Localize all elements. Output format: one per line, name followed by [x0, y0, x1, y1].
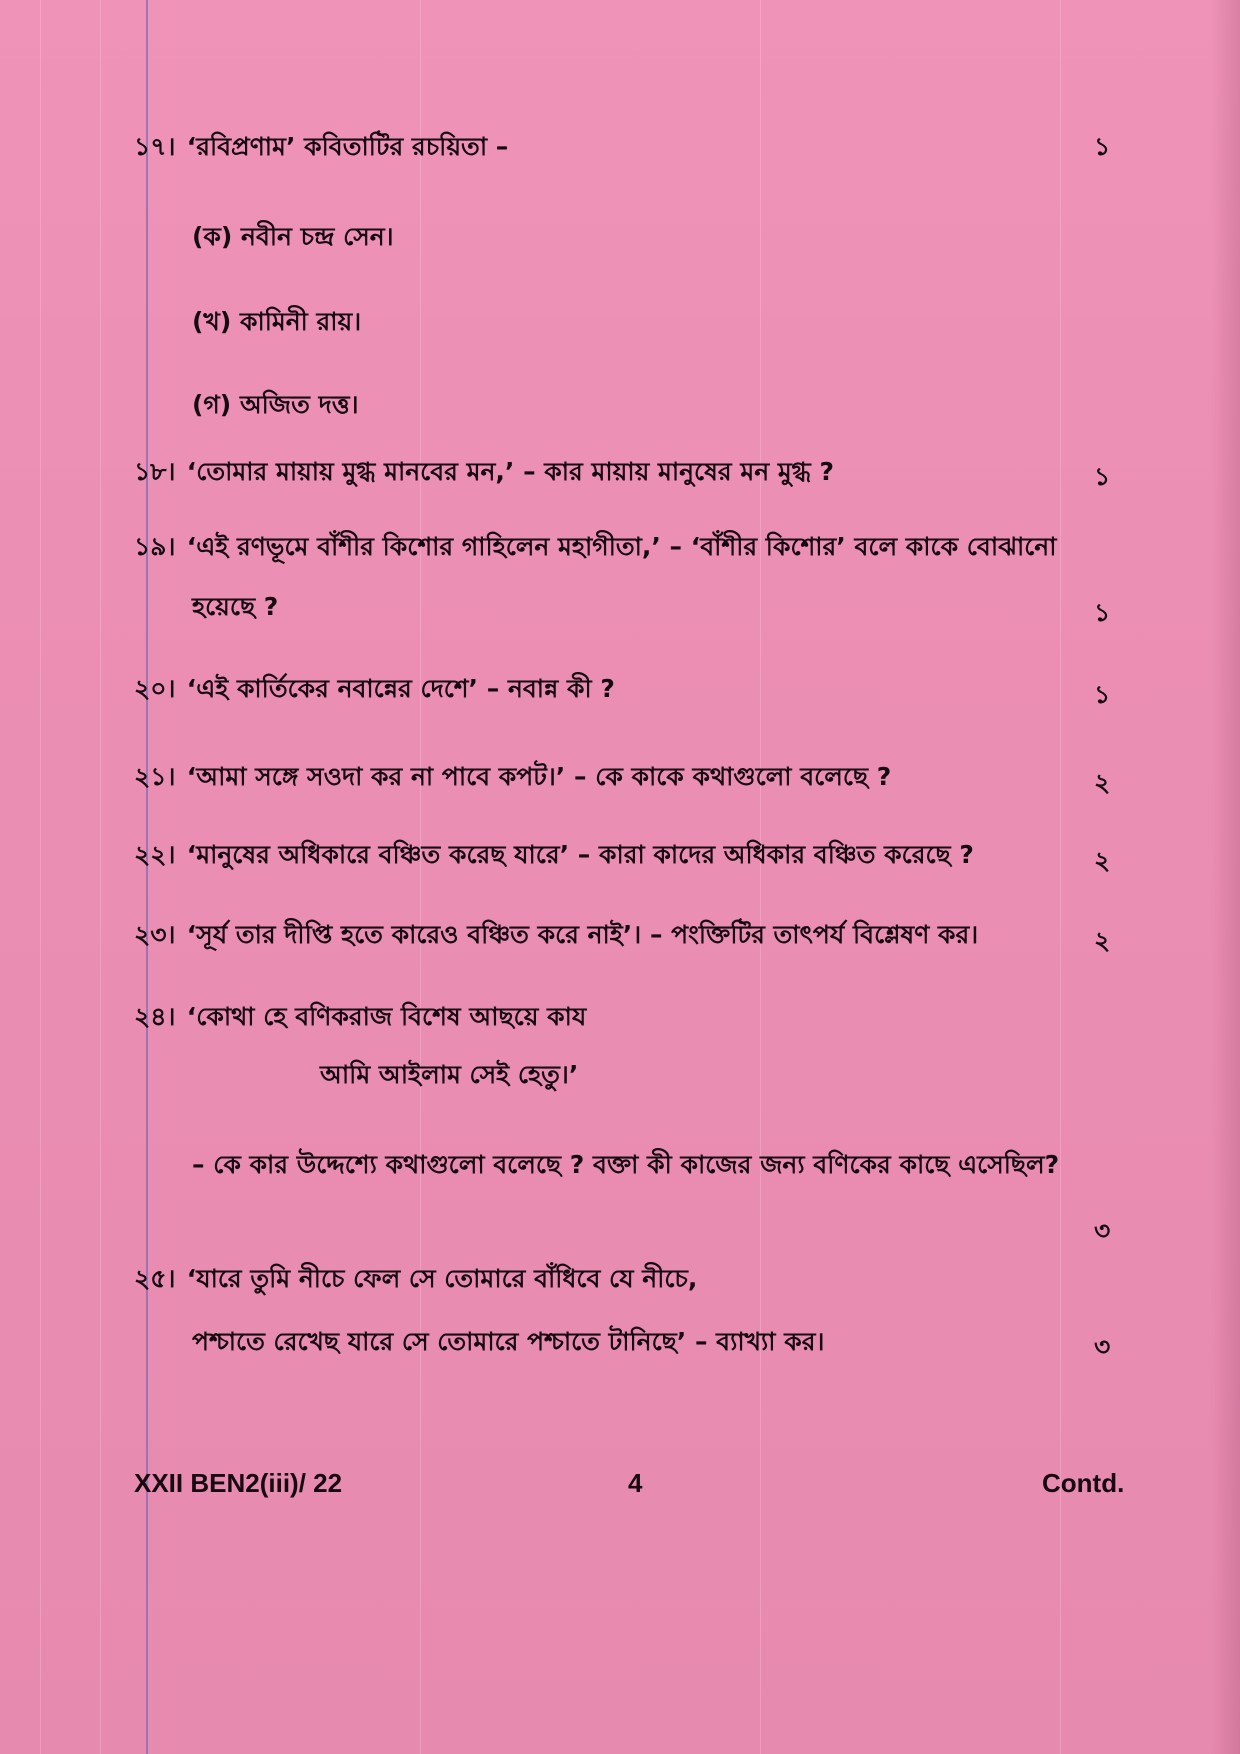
marks-23: ২: [1094, 926, 1111, 955]
marks-22: ২: [1094, 846, 1111, 875]
question-22: [134, 838, 974, 872]
question-text: ‘তোমার মায়ায় মুগ্ধ মানবের মন,’ – কার মায়ায় মানুষের মন মুগ্ধ ?: [186, 457, 834, 486]
marks-25: ৩: [1094, 1332, 1111, 1361]
marks-18: ১: [1094, 462, 1111, 491]
question-17: [134, 130, 508, 164]
question-text: ‘এই কার্তিকের নবান্নের দেশে’ – নবান্ন কী ?: [186, 674, 615, 703]
marks-17: ১: [1094, 132, 1111, 161]
question-text: ‘সূর্য তার দীপ্তি হতে কারেও বঞ্চিত করে নাই’। – পংক্তিটির তাৎপর্য বিশ্লেষণ কর।: [186, 920, 979, 949]
question-21: [134, 760, 891, 794]
question-number: ১৯।: [134, 532, 176, 561]
marks-20: ১: [1094, 680, 1111, 709]
page-number: 4: [628, 1468, 643, 1498]
question-number: ১৮।: [134, 457, 176, 486]
question-number: ২২।: [134, 840, 176, 869]
question-25-continued: পশ্চাতে রেখেছ যারে সে তোমারে পশ্চাতে টানিছে’ – ব্যাখ্যা কর।: [192, 1327, 825, 1356]
question-number: ২৪।: [134, 1002, 176, 1031]
question-number: ২৫।: [134, 1264, 176, 1293]
question-text: ‘যারে তুমি নীচে ফেল সে তোমারে বাঁধিবে যে নীচে,: [186, 1264, 698, 1293]
contd-label: Contd.: [1042, 1468, 1125, 1498]
question-number: ২০।: [134, 674, 176, 703]
marks-24: ৩: [1094, 1216, 1111, 1245]
question-text: ‘রবিপ্রণাম’ কবিতাটির রচয়িতা –: [186, 132, 509, 161]
question-18: [134, 455, 834, 489]
marks-19: ১: [1094, 598, 1111, 627]
paper-code: XXII BEN2(iii)/ 22: [134, 1468, 343, 1498]
question-20: [134, 672, 615, 706]
option-ka: (ক) নবীন চন্দ্র সেন।: [192, 222, 394, 251]
question-number: ২১।: [134, 762, 176, 791]
question-19-continued: হয়েছে ?: [192, 592, 279, 621]
option-kha: (খ) কামিনী রায়।: [192, 307, 362, 336]
question-number: ২৩।: [134, 920, 176, 949]
question-24-prompt: – কে কার উদ্দেশ্যে কথাগুলো বলেছে ? বক্তা কী কাজের জন্য বণিকের কাছে এসেছিল?: [192, 1150, 1060, 1179]
question-23: [134, 918, 978, 952]
question-25: [134, 1262, 697, 1296]
question-24-verse-line: আমি আইলাম সেই হেতু।’: [320, 1060, 579, 1089]
question-text: ‘আমা সঙ্গে সওদা কর না পাবে কপট।’ – কে কাকে কথাগুলো বলেছে ?: [186, 762, 892, 791]
question-24: [134, 1000, 586, 1034]
marks-21: ২: [1094, 768, 1111, 797]
option-ga: (গ) অজিত দত্ত।: [192, 390, 359, 419]
question-text: ‘মানুষের অধিকারে বঞ্চিত করেছ যারে’ – কারা কাদের অধিকার বঞ্চিত করেছে ?: [186, 840, 974, 869]
question-text: ‘এই রণভূমে বাঁশীর কিশোর গাহিলেন মহাগীতা,’ – ‘বাঁশীর কিশোর’ বলে কাকে বোঝানো: [186, 532, 1057, 561]
question-19: [134, 530, 1056, 564]
question-text: ‘কোথা হে বণিকরাজ বিশেষ আছয়ে কায: [186, 1002, 587, 1031]
question-number: ১৭।: [134, 132, 176, 161]
